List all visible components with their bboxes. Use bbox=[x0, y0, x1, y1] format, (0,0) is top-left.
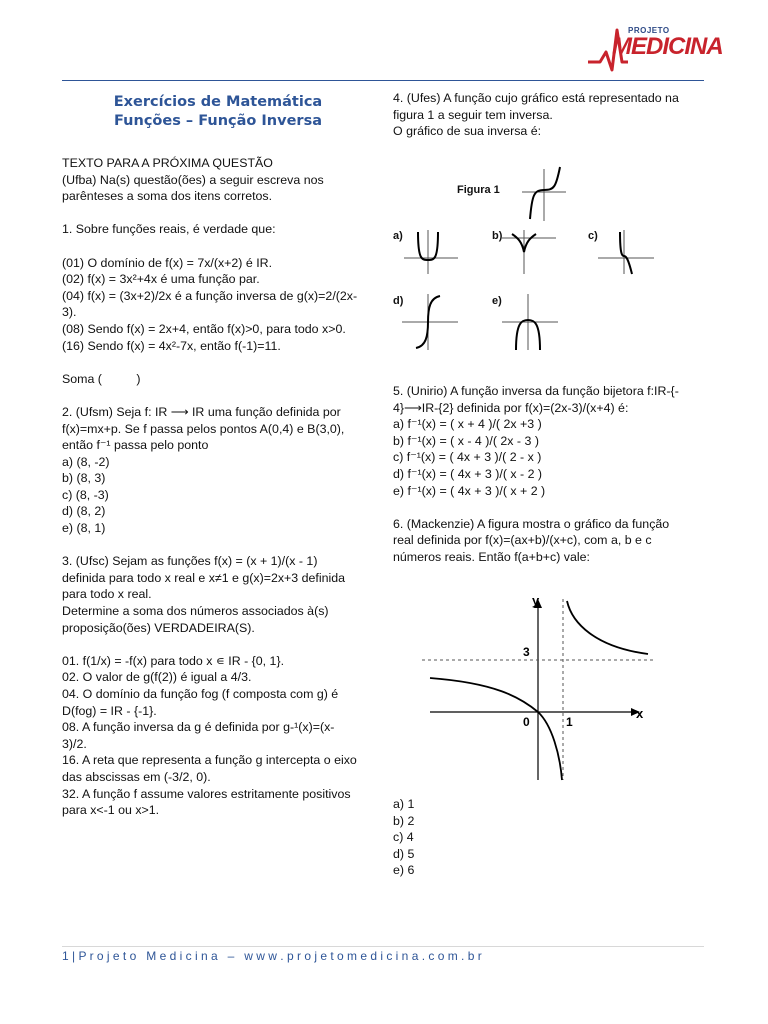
q3-item: para x<-1 ou x>1. bbox=[62, 803, 160, 818]
q3-item: D(fog) = IR - {-1}. bbox=[62, 703, 157, 718]
q3-item: 3)/2. bbox=[62, 736, 87, 751]
q6-option: d) 5 bbox=[393, 846, 415, 861]
q3-item: 02. O valor de g(f(2)) é igual a 4/3. bbox=[62, 670, 252, 685]
q1-item: (04) f(x) = (3x+2)/2x é a função inversa de g(x)=2/(2x- bbox=[62, 288, 358, 303]
q6-stem-line: real definida por f(x)=(ax+b)/(x+c), com a, b e c bbox=[393, 533, 652, 548]
y-axis-label: y bbox=[532, 593, 540, 608]
q3-stem: Determine a soma dos números associados à(s) bbox=[62, 604, 329, 619]
q1-item: 3). bbox=[62, 305, 77, 320]
q5-block bbox=[393, 383, 679, 566]
header-rule bbox=[62, 80, 704, 81]
q2-stem: então f⁻¹ passa pelo ponto bbox=[62, 438, 209, 453]
q3-item: das abscissas em (-3/2, 0). bbox=[62, 769, 211, 784]
intro-line: parênteses a soma dos itens corretos. bbox=[62, 189, 273, 204]
q2-option: a) (8, -2) bbox=[62, 454, 110, 469]
q4-option-b-graph bbox=[500, 228, 558, 276]
q5-stem-line: 5. (Unirio) A função inversa da função bijetora f:IR-{- bbox=[393, 384, 679, 398]
q4-stem bbox=[393, 90, 679, 140]
q3-stem: definida para todo x real e x≠1 e g(x)=2x+3 definida bbox=[62, 570, 346, 585]
title-line-1: Exercícios de Matemática bbox=[113, 94, 323, 110]
q4-option-e-graph bbox=[500, 292, 560, 354]
q4-option-c-label: c) bbox=[588, 230, 598, 242]
tick-3-label: 3 bbox=[523, 645, 530, 659]
q3-item: 01. f(1/x) = -f(x) para todo x ∊ IR - {0, 1}. bbox=[62, 653, 285, 668]
brand-main-text: MEDICINA bbox=[612, 33, 723, 60]
q6-graph bbox=[420, 585, 660, 785]
q4-stem-line: O gráfico de sua inversa é: bbox=[393, 124, 542, 139]
q2-stem: 2. (Ufsm) Seja f: IR ⟶ IR uma função definida por bbox=[62, 404, 341, 419]
q6-stem-line: números reais. Então f(a+b+c) vale: bbox=[393, 549, 590, 564]
q6-option: a) 1 bbox=[393, 797, 415, 811]
q6-options bbox=[393, 796, 414, 879]
intro-line: (Ufba) Na(s) questão(ões) a seguir escreva nos bbox=[62, 172, 324, 187]
q2-option: d) (8, 2) bbox=[62, 504, 106, 519]
q6-option: c) 4 bbox=[393, 830, 414, 845]
curve-left-branch bbox=[430, 678, 562, 780]
q5-option: c) f⁻¹(x) = ( 4x + 3 )/( 2 - x ) bbox=[393, 450, 542, 465]
q2-option: e) (8, 1) bbox=[62, 521, 106, 536]
figure-1-label: Figura 1 bbox=[457, 184, 500, 196]
q1-soma: Soma ( ) bbox=[62, 371, 141, 386]
q4-option-e-label: e) bbox=[492, 295, 502, 307]
q2-option: b) (8, 3) bbox=[62, 471, 106, 486]
q3-stem: 3. (Ufsc) Sejam as funções f(x) = (x + 1)/(x - 1) bbox=[62, 554, 318, 569]
q3-stem: para todo x real. bbox=[62, 587, 152, 602]
q6-option: b) 2 bbox=[393, 813, 415, 828]
left-column bbox=[62, 155, 357, 819]
q1-item: (01) O domínio de f(x) = 7x/(x+2) é IR. bbox=[62, 255, 273, 270]
page-title bbox=[88, 94, 348, 129]
q4-stem-line: figura 1 a seguir tem inversa. bbox=[393, 107, 553, 122]
q3-item: 08. A função inversa da g é definida por g-¹(x)=(x- bbox=[62, 720, 335, 735]
q4-option-b-label: b) bbox=[492, 230, 503, 242]
q3-stem: proposição(ões) VERDADEIRA(S). bbox=[62, 620, 255, 635]
tick-1-label: 1 bbox=[566, 715, 573, 729]
q1-item: (08) Sendo f(x) = 2x+4, então f(x)>0, para todo x>0. bbox=[62, 321, 346, 336]
q1-stem: 1. Sobre funções reais, é verdade que: bbox=[62, 222, 276, 237]
curve-right-branch bbox=[567, 601, 648, 654]
footer-text: 1 | P r o j e t o M e d i c i n a – w w w . p r o j e t o m e d i c i n a . c o m . b r bbox=[62, 949, 482, 963]
brand-top-text: PROJETO bbox=[628, 26, 670, 35]
q5-option: b) f⁻¹(x) = ( x - 4 )/( 2x - 3 ) bbox=[393, 433, 539, 448]
q5-option: d) f⁻¹(x) = ( 4x + 3 )/( x - 2 ) bbox=[393, 466, 543, 481]
q2-option: c) (8, -3) bbox=[62, 487, 109, 502]
q3-item: 16. A reta que representa a função g intercepta o eixo bbox=[62, 753, 357, 768]
q1-item: (02) f(x) = 3x²+4x é uma função par. bbox=[62, 272, 260, 287]
q6-option: e) 6 bbox=[393, 863, 415, 878]
brand-logo bbox=[586, 22, 723, 78]
q3-item: 32. A função f assume valores estritamente positivos bbox=[62, 786, 351, 801]
q5-option: e) f⁻¹(x) = ( 4x + 3 )/( x + 2 ) bbox=[393, 483, 546, 498]
q5-stem-line: 4}⟶IR-{2} definida por f(x)=(2x-3)/(x+4) é: bbox=[393, 400, 629, 415]
q4-option-d-graph bbox=[400, 292, 460, 354]
q1-item: (16) Sendo f(x) = 4x²-7x, então f(-1)=11. bbox=[62, 338, 281, 353]
q3-item: 04. O domínio da função fog (f composta com g) é bbox=[62, 687, 339, 701]
figure-1-graph bbox=[520, 165, 570, 223]
q4-option-c-graph bbox=[596, 228, 656, 276]
q4-option-a-label: a) bbox=[393, 230, 403, 242]
q4-stem-line: 4. (Ufes) A função cujo gráfico está representado na bbox=[393, 91, 679, 105]
q6-stem-line: 6. (Mackenzie) A figura mostra o gráfico da função bbox=[393, 516, 670, 531]
q5-option: a) f⁻¹(x) = ( x + 4 )/( 2x +3 ) bbox=[393, 417, 542, 432]
q4-option-a-graph bbox=[402, 228, 460, 276]
q2-stem: f(x)=mx+p. Se f passa pelos pontos A(0,4) e B(3,0), bbox=[62, 421, 345, 436]
q4-option-d-label: d) bbox=[393, 295, 404, 307]
x-axis-label: x bbox=[636, 706, 644, 721]
title-line-2: Funções – Função Inversa bbox=[114, 113, 322, 129]
tick-0-label: 0 bbox=[523, 715, 530, 729]
footer-rule bbox=[62, 946, 704, 947]
intro-line: TEXTO PARA A PRÓXIMA QUESTÃO bbox=[62, 156, 273, 170]
